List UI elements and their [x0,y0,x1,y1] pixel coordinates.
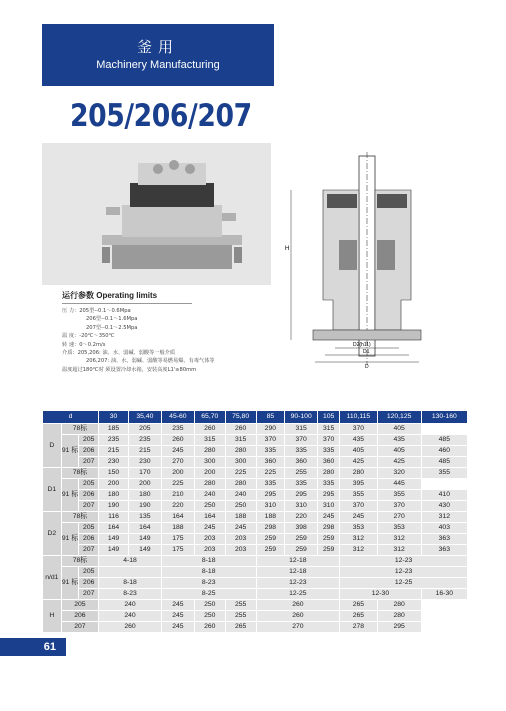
table-cell: 312 [377,534,421,545]
table-cell: 255 [225,600,256,611]
table-row [43,589,468,600]
table-cell: 150 [99,468,129,479]
table-cell: 190 [99,501,129,512]
table-header-cell: 130-160 [421,411,467,424]
table-row-label: 207 [79,501,99,512]
table-cell: 240 [99,600,162,611]
table-cell: 260 [225,424,256,435]
table-cell: 260 [256,600,340,611]
table-cell: 245 [161,600,194,611]
table-cell: 235 [99,435,129,446]
table-cell: 215 [99,446,129,457]
table-row-label: 205 [79,435,99,446]
limit-line: 207型--0.1～2.5Mpa [86,324,138,331]
product-photo [42,143,271,285]
table-cell: 215 [128,446,161,457]
table-row-label: 207 [79,457,99,468]
table-cell: 12-23 [340,556,468,567]
table-cell: 370 [285,435,318,446]
table-cell: 259 [285,534,318,545]
table-cell: 12-23 [340,567,468,578]
table-cell: 180 [99,490,129,501]
table-cell: 370 [256,435,285,446]
table-header-cell: 35,40 [128,411,161,424]
table-cell: 245 [225,523,256,534]
table-header-cell: 75,80 [225,411,256,424]
table-row-label: D [43,424,62,468]
dimension-table [42,410,468,633]
table-row [43,490,468,501]
table-cell: 180 [128,490,161,501]
table-row-label: 78标 [61,468,98,479]
table-row [43,512,468,523]
table-cell: 310 [285,501,318,512]
mechanical-seal-photo [42,143,271,285]
table-row [43,622,468,633]
table-cell: 312 [340,545,377,556]
table-header-cell: 65,70 [194,411,225,424]
table-cell: 225 [256,468,285,479]
table-cell: 360 [256,457,285,468]
table-cell: 320 [377,468,421,479]
table-cell: 298 [256,523,285,534]
table-cell: 425 [340,457,377,468]
table-header-row [43,411,468,424]
table-cell: 175 [161,534,194,545]
limit-line: 转 速：0～0.2m/s [62,341,106,348]
table-cell: 355 [421,468,467,479]
table-cell: 205 [128,424,161,435]
table-cell: 12-18 [256,567,340,578]
table-cell: 298 [318,523,340,534]
table-row-label: 205 [79,479,99,490]
table-header-cell: 105 [318,411,340,424]
table-cell: 188 [225,512,256,523]
table-cell: 312 [421,512,467,523]
table-cell: 405 [377,446,421,457]
table-cell: 425 [377,457,421,468]
table-cell: 210 [161,490,194,501]
table-cell: 188 [161,523,194,534]
header-title-en: Machinery Manufacturing [96,59,220,71]
table-cell: 12-23 [256,578,340,589]
table-cell: 116 [99,512,129,523]
table-cell: 370 [340,424,377,435]
table-cell: 300 [194,457,225,468]
table-cell: 175 [161,545,194,556]
table-cell: 259 [285,545,318,556]
table-cell: 259 [256,545,285,556]
table-row-label: 78标 [61,556,98,567]
table-cell: 485 [421,457,467,468]
table-body [43,424,468,633]
table-cell: 164 [194,512,225,523]
table-cell: 149 [99,534,129,545]
table-cell: 405 [377,424,421,435]
table-row-label: 205 [79,567,99,578]
table-row [43,446,468,457]
table-cell: 185 [99,424,129,435]
table-header-cell: d [43,411,99,424]
table-row-label: 91 标 [61,479,79,512]
table-cell: 265 [225,622,256,633]
table-cell: 245 [161,611,194,622]
header-title-cn: 釜用 [136,38,179,56]
table-row [43,578,468,589]
table-row [43,545,468,556]
dimension-label-h: H [285,246,290,252]
table-cell: 280 [225,446,256,457]
table-cell: 220 [285,512,318,523]
table-cell: 164 [99,523,129,534]
table-cell: 403 [421,523,467,534]
table-cell: 265 [340,611,377,622]
table-cell: 8-18 [99,578,162,589]
table-cell: 8-18 [161,567,256,578]
table-cell: 360 [285,457,318,468]
table-cell: 280 [377,600,421,611]
header-band [42,24,274,86]
table-cell: 149 [99,545,129,556]
table-cell: 295 [377,622,421,633]
limit-line: 温 度：-20℃～350℃ [62,333,115,340]
table-cell: 445 [377,479,421,490]
table-cell: 260 [194,622,225,633]
table-cell: 460 [421,446,467,457]
table-cell: 245 [318,512,340,523]
table-header-cell: 120,125 [377,411,421,424]
table-cell: 230 [99,457,129,468]
table-cell: 295 [318,490,340,501]
limit-line: 压 力：205型--0.1～0.6Mpa [62,308,131,314]
operating-limits-title: 运行参数 Operating limits [62,290,192,304]
table-row [43,501,468,512]
table-row [43,534,468,545]
table-cell: 149 [128,545,161,556]
page-number: 61 [0,638,66,656]
table-row [43,567,468,578]
table-cell: 395 [340,479,377,490]
table-cell: 260 [256,611,340,622]
table-row-label: D2 [43,512,62,556]
table-cell: 235 [128,435,161,446]
table-cell: 203 [194,534,225,545]
table-cell: 245 [340,512,377,523]
table-cell: 200 [194,468,225,479]
table-cell: 250 [194,600,225,611]
table-row-label: 206 [61,611,98,622]
table-row-label: H [43,600,62,633]
table-cell: 315 [225,435,256,446]
table-cell: 405 [340,446,377,457]
table-row [43,424,468,435]
table-cell: 280 [340,468,377,479]
table-cell: 203 [194,545,225,556]
table-cell: 235 [161,424,194,435]
table-cell: 240 [194,490,225,501]
table-cell: 335 [285,479,318,490]
table-row [43,600,468,611]
table-cell: 370 [318,435,340,446]
seal-cross-section-drawing [283,150,453,370]
table-cell: 315 [194,435,225,446]
table-cell: 12-18 [256,556,340,567]
limit-line: 介质：205,206: 油、水、弱碱、弱酸等一般介质 [62,350,176,357]
table-cell: 200 [99,479,129,490]
table-cell: 259 [318,545,340,556]
table-cell: 170 [128,468,161,479]
table-cell: 240 [99,611,162,622]
table-cell: 16-30 [421,589,467,600]
operating-limits-body [62,307,272,374]
table-row-label: 207 [79,545,99,556]
table-cell: 280 [194,479,225,490]
table-cell: 312 [340,534,377,545]
table-cell: 250 [225,501,256,512]
table-cell: 164 [128,523,161,534]
table-cell: 280 [194,446,225,457]
table-cell [99,567,162,578]
table-cell: 312 [377,545,421,556]
table-cell: 270 [377,512,421,523]
table-row-label: 78标 [61,512,98,523]
table-cell: 335 [256,446,285,457]
table-header-cell: 90-100 [285,411,318,424]
table-cell: 280 [225,479,256,490]
table-cell: 260 [194,424,225,435]
table-cell: 485 [421,435,467,446]
table-row-label: 91 标 [61,435,79,468]
table-cell: 4-18 [99,556,162,567]
table-cell: 135 [128,512,161,523]
table-cell: 260 [99,622,162,633]
table-header-cell: 110,115 [340,411,377,424]
table-row-label: 207 [61,622,98,633]
table-cell: 8-23 [99,589,162,600]
table-cell: 250 [194,501,225,512]
table-cell: 203 [225,545,256,556]
table-cell: 12-25 [340,578,468,589]
table-cell: 203 [225,534,256,545]
limit-line: 206,207: 油、水、弱碱、弱酸等易燃易爆、有毒气体等 [86,358,215,365]
table-cell: 360 [318,457,340,468]
table-cell: 220 [161,501,194,512]
table-row-label: 205 [79,523,99,534]
table-cell: 8-23 [161,578,256,589]
table-cell: 255 [285,468,318,479]
table-cell: 435 [377,435,421,446]
table-row [43,556,468,567]
table-cell: 355 [377,490,421,501]
table-cell: 12-30 [340,589,421,600]
table-cell: 245 [161,622,194,633]
table-cell: 240 [225,490,256,501]
table-header-cell: 30 [99,411,129,424]
table-cell: 260 [161,435,194,446]
operating-limits [62,290,272,390]
table-header-cell: 85 [256,411,285,424]
table-cell: 353 [340,523,377,534]
table-cell: 200 [161,468,194,479]
table-cell: 164 [161,512,194,523]
table-cell: 410 [421,490,467,501]
limit-line: 206型--0.1～1.6Mpa [86,316,138,323]
table-cell: 315 [285,424,318,435]
table-cell: 200 [128,479,161,490]
table-cell: 259 [256,534,285,545]
table-cell: 280 [318,468,340,479]
table-cell: 335 [318,479,340,490]
limit-line: 温度超过180℃时 须设置冷却水箱，安装高度L1'≥80mm [62,366,197,373]
table-cell: 315 [318,424,340,435]
table-row-label: 78标 [61,424,98,435]
table-row [43,468,468,479]
table-cell: 280 [377,611,421,622]
table-cell: 250 [194,611,225,622]
table-cell: 245 [161,446,194,457]
table-cell: 310 [256,501,285,512]
table-cell: 363 [421,534,467,545]
table-cell: 310 [318,501,340,512]
table-row-label: 205 [61,600,98,611]
table-cell: 259 [318,534,340,545]
table-cell: 225 [225,468,256,479]
table-row-label: D1 [43,468,62,512]
table-cell: 12-25 [256,589,340,600]
dimension-label-d: D [365,364,369,370]
table-row [43,435,468,446]
table-row-label: 206 [79,578,99,589]
table-cell: 398 [285,523,318,534]
table-cell: 295 [285,490,318,501]
table-cell: 149 [128,534,161,545]
table-cell: 265 [340,600,377,611]
table-row [43,457,468,468]
table-cell: 370 [377,501,421,512]
table-row-label: 91 标 [61,523,79,556]
table-row [43,611,468,622]
table-row-label: 91 标 [61,567,79,600]
table-header-cell: 45-60 [161,411,194,424]
table-cell: 270 [161,457,194,468]
table-cell: 300 [225,457,256,468]
table-row-label: 206 [79,490,99,501]
table-cell: 355 [340,490,377,501]
table-row [43,479,468,490]
dimension-label-d2: D2(h11) [353,342,371,348]
table-row-label: n/d1 [43,556,62,600]
table-cell: 370 [340,501,377,512]
table-cell: 363 [421,545,467,556]
table-cell: 190 [128,501,161,512]
table-row-label: 206 [79,446,99,457]
table-cell: 335 [256,479,285,490]
table-cell: 230 [128,457,161,468]
table-cell: 245 [194,523,225,534]
table-cell: 335 [318,446,340,457]
table-row-label: 207 [79,589,99,600]
table-row [43,523,468,534]
table-cell: 8-18 [161,556,256,567]
model-title: 205/206/207 [70,98,252,134]
table-cell: 430 [421,501,467,512]
table-cell: 435 [340,435,377,446]
dimension-label-d1: D1 [363,349,370,355]
table-cell: 290 [256,424,285,435]
table-cell: 270 [256,622,340,633]
table-cell: 353 [377,523,421,534]
table-cell: 278 [340,622,377,633]
table-cell: 335 [285,446,318,457]
table-cell: 255 [225,611,256,622]
table-row-label: 206 [79,534,99,545]
table-cell: 295 [256,490,285,501]
table-cell: 188 [256,512,285,523]
table-cell: 8-25 [161,589,256,600]
table-cell: 225 [161,479,194,490]
